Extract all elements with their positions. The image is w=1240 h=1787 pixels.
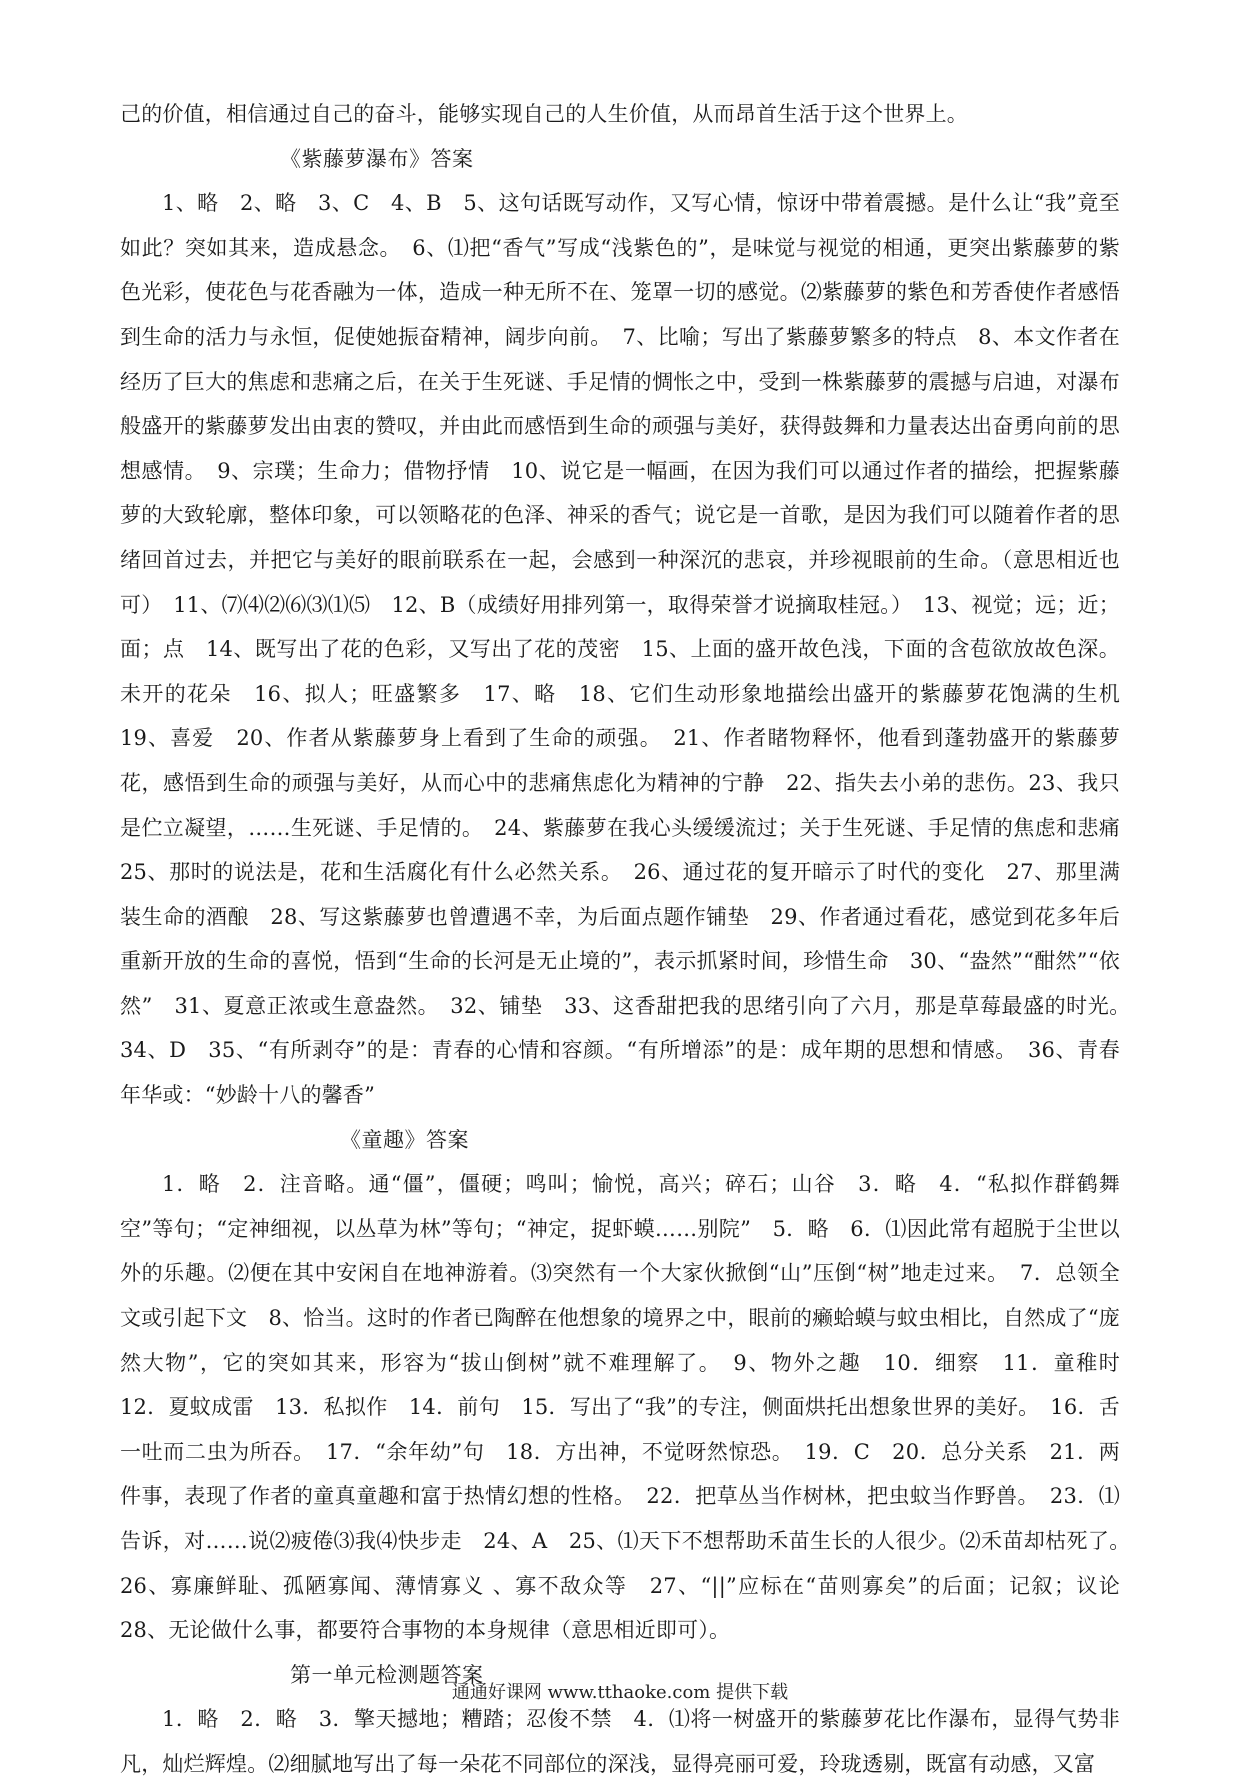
ziteng-answers-paragraph: 1、略 2、略 3、C 4、B 5、这句话既写动作，又写心情，惊讶中带着震撼。是什么让“我”竟至如此？突如其来，造成悬念。 6、⑴把“香气”写成“浅紫色的”，是味觉与视觉的相通，更突出紫藤萝的紫色光彩，使花色与花香融为一体，造成一种无所不在、笼罩一切的感觉。⑵紫藤萝的紫色和芳香使作者感悟到生命的活力与永恒，促使她振奋精神，阔步向前。 7、比喻；写出了紫藤萝繁多的特点 8、本文作者在经历了巨大的焦虑和悲痛之后，在关于生死谜、手足情的惆怅之中，受到一株紫藤萝的震撼与启迪，对瀑布般盛开的紫藤萝发出由衷的赞叹，并由此而感悟到生命的顽强与美好，获得鼓舞和力量表达出奋勇向前的思想感情。 9、宗璞；生命力；借物抒情 10、说它是一幅画，在因为我们可以通过作者的描绘，把握紫藤萝的大致轮廓，整体印象，可以领略花的色泽、神采的香气；说它是一首歌，是因为我们可以随着作者的思绪回首过去，并把它与美好的眼前联系在一起，会感到一种深沉的悲哀，并珍视眼前的生命。（意思相近也可） 11、⑺⑷⑵⑹⑶⑴⑸ 12、B（成绩好用排列第一，取得荣誉才说摘取桂冠。） 13、视觉；远；近；面；点 14、既写出了花的色彩，又写出了花的茂密 15、上面的盛开故色浅，下面的含苞欲放故色深。未开的花朵 16、拟人；旺盛繁多 17、略 18、它们生动形象地描绘出盛开的紫藤萝花饱满的生机 19、喜爱 20、作者从紫藤萝身上看到了生命的顽强。 21、作者睹物释怀，他看到蓬勃盛开的紫藤萝花，感悟到生命的顽强与美好，从而心中的悲痛焦虑化为精神的宁静 22、指失去小弟的悲伤。23、我只是伫立凝望，……生死谜、手足情的。 24、紫藤萝在我心头缓缓流过；关于生死谜、手足情的焦虑和悲痛 25、那时的说法是，花和生活腐化有什么必然关系。 26、通过花的复开暗示了时代的变化 27、那里满装生命的酒酿 28、写这紫藤萝也曾遭遇不幸，为后面点题作铺垫 29、作者通过看花，感觉到花多年后重新开放的生命的喜悦，悟到“生命的长河是无止境的”，表示抓紧时间，珍惜生命 30、“盎然”“酣然”“依然” 31、夏意正浓或生意盎然。 32、铺垫 33、这香甜把我的思绪引向了六月，那是草莓最盛的时光。 34、D 35、“有所剥夺”的是：青春的心情和容颜。“有所增添”的是：成年期的思想和情感。 36、青春年华或：“妙龄十八的馨香” — [120, 191, 1142, 1108]
heading-unit1-answers: 第一单元检测题答案 — [290, 1662, 484, 1687]
intro-paragraph: 己的价值，相信通过自己的奋斗，能够实现自己的人生价值，从而昂首生活于这个世界上。 — [120, 102, 968, 126]
document-body — [120, 92, 1142, 1787]
tongqu-answers-paragraph: 1．略 2．注音略。通“僵”，僵硬；鸣叫；愉悦，高兴；碎石；山谷 3．略 4．“私拟作群鹤舞空”等句；“定神细视，以丛草为林”等句；“神定，捉虾蟆……别院” 5．略 6．⑴因此常有超脱于尘世以外的乐趣。⑵便在其中安闲自在地神游着。⑶突然有一个大家伙掀倒“山”压倒“树”地走过来。 7．总领全文或引起下文 8、恰当。这时的作者已陶醉在他想象的境界之中，眼前的癞蛤蟆与蚊虫相比，自然成了“庞然大物”，它的突如其来，形容为“拔山倒树”就不难理解了。 9、物外之趣 10．细察 11．童稚时 12．夏蚊成雷 13．私拟作 14．前句 15．写出了“我”的专注，侧面烘托出想象世界的美好。 16．舌一吐而二虫为所吞。 17．“余年幼”句 18．方出神，不觉呀然惊恐。 19．C 20．总分关系 21．两件事，表现了作者的童真童趣和富于热情幻想的性格。 22．把草丛当作树林，把虫蚊当作野兽。 23．⑴告诉，对……说⑵疲倦⑶我⑷快步走 24、A 25、⑴天下不想帮助禾苗生长的人很少。⑵禾苗却枯死了。 26、寡廉鲜耻、孤陋寡闻、薄情寡义 、寡不敌众等 27、“||”应标在“苗则寡矣”的后面；记叙；议论 28、无论做什么事，都要符合事物的本身规律（意思相近即可）。 — [120, 1172, 1142, 1643]
heading-tongqu-answers: 《童趣》答案 — [340, 1127, 469, 1152]
page-footer: 通通好课网 www.tthaoke.com 提供下载 — [451, 1682, 789, 1703]
heading-ziteng-answers: 《紫藤萝瀑布》答案 — [280, 146, 474, 171]
unit1-answers-paragraph: 1．略 2．略 3．擎天撼地；糟踏；忍俊不禁 4．⑴将一树盛开的紫藤萝花比作瀑布，显得气势非凡，灿烂辉煌。⑵细腻地写出了每一朵花不同部位的深浅，显得亮丽可爱，玲珑透剔，既富有动感，又富 — [120, 1707, 1120, 1776]
